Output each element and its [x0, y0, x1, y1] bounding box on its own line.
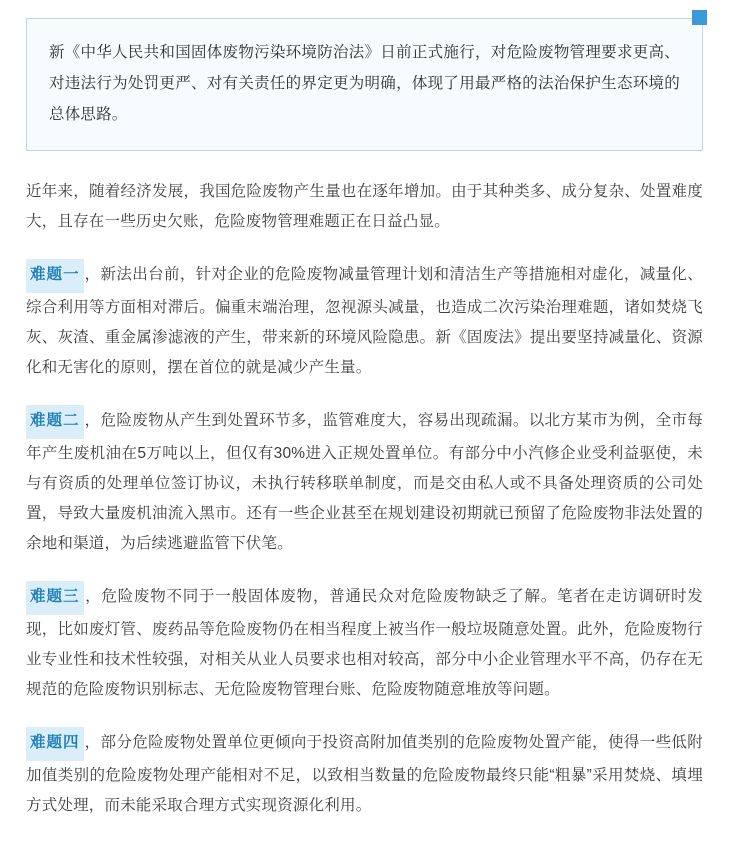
- problem-tag-1: 难题一: [26, 259, 84, 292]
- problem-tag-2: 难题二: [26, 405, 84, 438]
- problem-text-4: ，部分危险废物处置单位更倾向于投资高附加值类别的危险废物处置产能，使得一些低附加值类别的危险废物处理产能相对不足，以致相当数量的危险废物最终只能“粗暴”采用焚烧、填埋方式处理，而未能采取合理方式实现资源化利用。: [26, 734, 703, 814]
- problem-paragraph-3: [26, 581, 703, 705]
- lead-paragraph: 新《中华人民共和国固体废物污染环境防治法》日前正式施行，对危险废物管理要求更高、对违法行为处罚更严、对有关责任的界定更为明确，体现了用最严格的法治保护生态环境的总体思路。: [49, 44, 680, 123]
- problem-tag-4: 难题四: [26, 727, 84, 760]
- problem-text-2: ，危险废物从产生到处置环节多，监管难度大，容易出现疏漏。以北方某市为例，全市每年产生废机油在5万吨以上，但仅有30%进入正规处置单位。有部分中小汽修企业受利益驱使，未与有资质的处理单位签订协议，未执行转移联单制度，而是交由私人或不具备处理资质的公司处置，导致大量废机油流入黑市。还有一些企业甚至在规划建设初期就已预留了危险废物非法处置的余地和渠道，为后续逃避监管下伏笔。: [26, 412, 703, 553]
- problem-tag-3: 难题三: [26, 581, 84, 614]
- problem-text-3: ，危险废物不同于一般固体废物，普通民众对危险废物缺乏了解。笔者在走访调研时发现，比如废灯管、废药品等危险废物仍在相当程度上被当作一般垃圾随意处置。此外，危险废物行业专业性和技术性较强，对相关从业人员要求也相对较高，部分中小企业管理水平不高，仍存在无规范的危险废物识别标志、无危险废物管理台账、危险废物随意堆放等问题。: [26, 588, 703, 699]
- accent-square-marker: [692, 10, 707, 25]
- lead-box: [26, 18, 703, 151]
- intro-paragraph: 近年来，随着经济发展，我国危险废物产生量也在逐年增加。由于其种类多、成分复杂、处置难度大，且存在一些历史欠账，危险废物管理难题正在日益凸显。: [26, 183, 703, 231]
- problem-paragraph-2: [26, 405, 703, 559]
- lead-callout: [26, 18, 703, 151]
- problem-paragraph-1: [26, 259, 703, 383]
- problem-text-1: ，新法出台前，针对企业的危险废物减量管理计划和清洁生产等措施相对虚化，减量化、综合利用等方面相对滞后。偏重末端治理，忽视源头减量，也造成二次污染治理难题，诸如焚烧飞灰、灰渣、重金属渗滤液的产生，带来新的环境风险隐患。新《固废法》提出要坚持减量化、资源化和无害化的原则，摆在首位的就是减少产生量。: [26, 266, 703, 377]
- problem-paragraph-4: [26, 727, 703, 821]
